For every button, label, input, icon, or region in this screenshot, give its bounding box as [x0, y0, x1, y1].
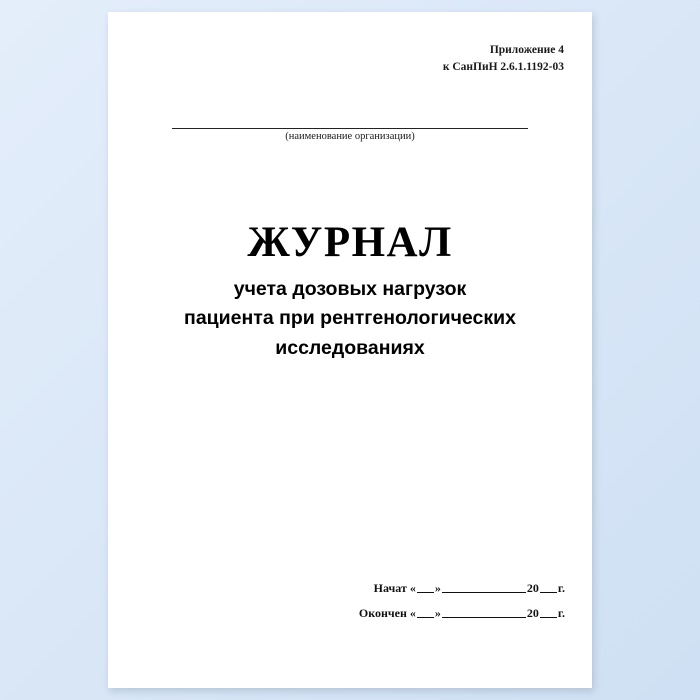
- appendix-line-2: к СанПиН 2.6.1.1192-03: [442, 60, 564, 73]
- document-page: [108, 12, 592, 688]
- finished-day-line: [417, 606, 434, 618]
- document-sheet: [108, 12, 592, 688]
- subtitle-line-1: учета дозовых нагрузок: [233, 278, 467, 301]
- document-subtitle: [108, 275, 592, 363]
- finished-label: Окончен: [358, 605, 407, 620]
- finished-year-line: [540, 606, 557, 618]
- finished-quote-open: «: [409, 605, 416, 620]
- started-year-prefix: 20: [526, 580, 539, 595]
- document-title-block: [108, 220, 592, 363]
- started-quote-close: »: [434, 580, 441, 595]
- started-row: [359, 576, 565, 601]
- finished-year-prefix: 20: [526, 605, 539, 620]
- organization-name-line: [172, 112, 528, 129]
- finished-month-line: [442, 606, 526, 618]
- finished-row: [359, 601, 565, 626]
- started-quote-open: «: [409, 580, 416, 595]
- organization-caption: (наименование организации): [285, 131, 415, 142]
- appendix-reference: [443, 42, 564, 75]
- subtitle-line-3: исследованиях: [275, 336, 425, 359]
- started-label: Начат: [373, 580, 407, 595]
- appendix-line-1: Приложение 4: [489, 44, 564, 56]
- finished-year-suffix: г.: [557, 605, 565, 620]
- started-year-suffix: г.: [557, 580, 565, 595]
- page-title: ЖУРНАЛ: [247, 219, 453, 266]
- started-month-line: [442, 581, 526, 593]
- journal-dates-block: [359, 576, 565, 626]
- subtitle-line-2: пациента при рентгенологических: [184, 307, 516, 330]
- finished-quote-close: »: [434, 605, 441, 620]
- started-day-line: [417, 581, 434, 593]
- organization-block: [108, 112, 592, 142]
- started-year-line: [540, 581, 557, 593]
